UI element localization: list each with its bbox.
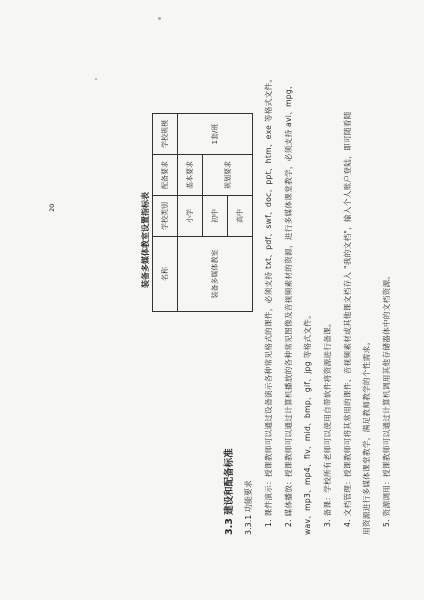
table-cell-requirement: 规划要求 (203, 155, 253, 196)
header-scale: 学校规模 (153, 114, 178, 155)
paragraph-line: 1. 课件演示：授课教师可以通过设备演示各种常见格式的课件，必须支持 txt、pdf、swf、doc、ppt、htm、exe 等格式文件。 (264, 74, 273, 527)
paragraph-line: 用资源进行多媒体课堂教学，满足教师教学的个性需求。 (362, 337, 371, 535)
header-school-type: 学校类别 (153, 196, 178, 237)
subsection-heading: 3.3.1 功能要求 (244, 480, 253, 535)
section-heading: 3.3 建设和配备标准 (224, 448, 235, 535)
header-requirement: 配备要求 (153, 155, 178, 196)
paragraph-line: 3. 备课：学校所有老师可以使用自带软件将资源进行备课。 (323, 319, 332, 527)
equipment-table (152, 113, 253, 312)
paragraph-line: 5. 资源调用：授课教师可以通过计算机调用其他存储器体中的文档资源。 (382, 271, 391, 527)
header-name: 名称 (153, 237, 178, 312)
table-cell-scale: 1套/班 (178, 114, 253, 155)
table-header-row (153, 114, 178, 312)
table-cell-requirement: 基本要求 (178, 155, 203, 196)
table-cell-category: 初中 (203, 196, 228, 237)
table-cell-name: 装备多媒体教室 (178, 237, 253, 312)
table-cell-category: 小学 (178, 196, 203, 237)
paragraph-line: 4. 文档管理：授课教师可将其常用的课件、音视频素材或其他课文档存入 "我的文档"，输入个人账户登陆，即可随看随 (343, 111, 352, 527)
table-caption: 装备多媒体教室设置指标表 (141, 192, 150, 288)
table-cell-category: 高中 (228, 196, 253, 237)
page-number: 20 (48, 203, 56, 212)
paragraph-line: wav、mp3、mp4、flv、mid、bmp、gif、jpg 等格式文件。 (303, 311, 312, 535)
table-row (178, 114, 203, 312)
paragraph-line: 2. 媒体播放：授课教师可以通过计算机播放的各种常见图像及音视频素材的资源，进行多媒体课堂教学，必须支持 avi、mpg、 (284, 81, 293, 527)
